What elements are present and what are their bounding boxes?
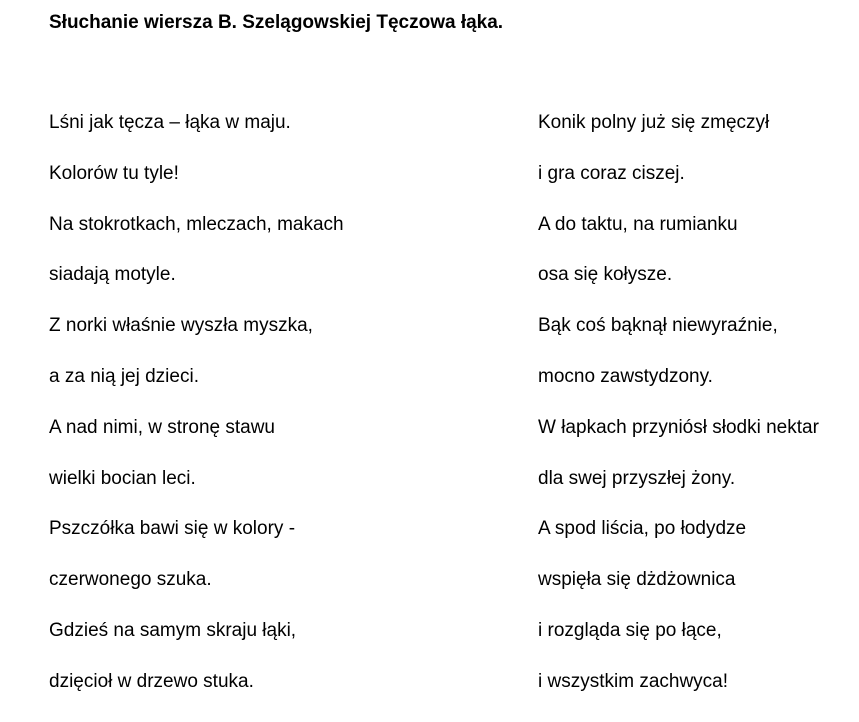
poem-line: a za nią jej dzieci.	[49, 365, 199, 387]
poem-line: Na stokrotkach, mleczach, makach	[49, 213, 344, 235]
poem-line: wspięła się dżdżownica	[538, 569, 736, 591]
poem-line: W łapkach przyniósł słodki nektar	[538, 416, 819, 438]
poem-line: A do taktu, na rumianku	[538, 213, 738, 235]
poem-line: i rozgląda się po łące,	[538, 619, 722, 641]
poem-line: dzięcioł w drzewo stuka.	[49, 670, 254, 692]
poem-line: i wszystkim zachwyca!	[538, 670, 729, 692]
poem-line: A nad nimi, w stronę stawu	[49, 416, 275, 438]
poem-line: Z norki właśnie wyszła myszka,	[49, 315, 313, 337]
poem-line: osa się kołysze.	[538, 264, 673, 286]
poem-line: Bąk coś bąknął niewyraźnie,	[538, 315, 778, 337]
poem-line: i gra coraz ciszej.	[538, 162, 685, 184]
poem-line: mocno zawstydzony.	[538, 365, 713, 387]
poem-line: Lśni jak tęcza – łąka w maju.	[49, 112, 291, 133]
poem-line: Gdzieś na samym skraju łąki,	[49, 619, 297, 641]
poem-line: wielki bocian leci.	[49, 467, 196, 489]
poem-left-column	[49, 111, 344, 721]
poem-line: Pszczółka bawi się w kolory -	[49, 518, 296, 540]
poem-line: czerwonego szuka.	[49, 569, 212, 591]
poem-line: dla swej przyszłej żony.	[538, 467, 736, 489]
poem-right-column	[538, 111, 819, 721]
poem-line: A spod liścia, po łodydze	[538, 518, 747, 540]
document-title: Słuchanie wiersza B. Szelągowskiej Tęczowa łąka.	[49, 12, 504, 33]
poem-line: Kolorów tu tyle!	[49, 162, 179, 184]
poem-line: siadają motyle.	[49, 264, 176, 286]
poem-line: Konik polny już się zmęczył	[538, 112, 770, 133]
